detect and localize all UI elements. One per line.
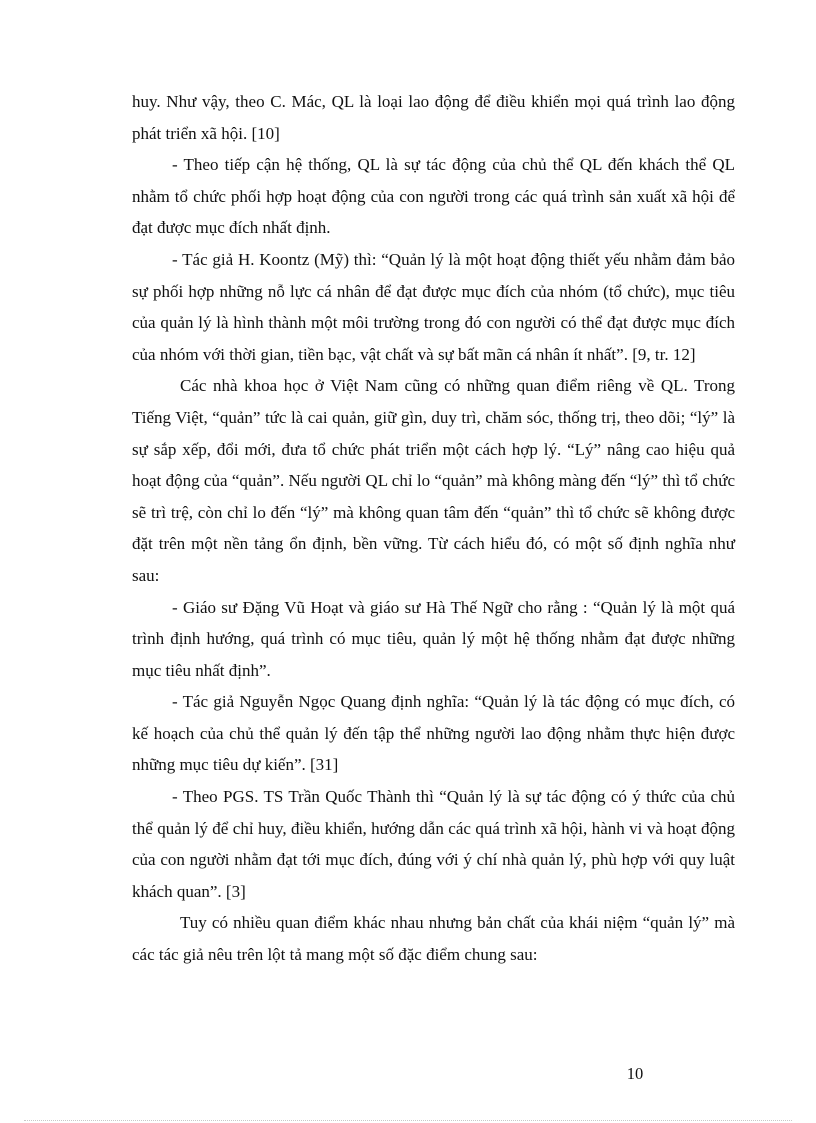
document-page (132, 86, 735, 971)
page-bottom-divider (24, 1120, 792, 1121)
paragraph-7: - Theo PGS. TS Trần Quốc Thành thì “Quản lý là sự tác động có ý thức của chủ thể quản lý để chỉ huy, điều khiển, hướng dẫn các quá trình xã hội, hành vi và hoạt động của con người nhằm đạt tới mục đích, đúng với ý chí nhà quản lý, phù hợp với quy luật khách quan”. [3] (132, 787, 735, 901)
paragraph-6: - Tác giả Nguyễn Ngọc Quang định nghĩa: “Quản lý là tác động có mục đích, có kế hoạch của chủ thể quản lý đến tập thể những người lao động nhằm thực hiện được những mục tiêu dự kiến”. [31] (132, 692, 735, 775)
page-number: 10 (626, 1064, 644, 1083)
paragraph-3: - Tác giả H. Koontz (Mỹ) thì: “Quản lý là một hoạt động thiết yếu nhằm đảm bảo sự phối hợp những nỗ lực cá nhân để đạt được mục đích của nhóm (tổ chức), mục tiêu của quản lý là hình thành một môi trường trong đó con người có thể đạt được mục đích của nhóm với thời gian, tiền bạc, vật chất và sự bất mãn cá nhân ít nhất”. [9, tr. 12] (132, 249, 735, 364)
paragraph-2: - Theo tiếp cận hệ thống, QL là sự tác động của chủ thể QL đến khách thể QL nhằm tổ chức phối hợp hoạt động của con người trong các quá trình sản xuất xã hội để đạt được mục đích nhất định. (132, 155, 735, 238)
paragraph-5: - Giáo sư Đặng Vũ Hoạt và giáo sư Hà Thế Ngữ cho rằng : “Quản lý là một quá trình định hướng, quá trình có mục tiêu, quản lý một hệ thống nhằm đạt được những mục tiêu nhất định”. (132, 597, 735, 680)
paragraph-1: huy. Như vậy, theo C. Mác, QL là loại lao động để điều khiển mọi quá trình lao động phát triển xã hội. [10] (132, 92, 735, 143)
paragraph-4: Các nhà khoa học ở Việt Nam cũng có những quan điểm riêng về QL. Trong Tiếng Việt, “quản” tức là cai quản, giữ gìn, duy trì, chăm sóc, thống trị, theo dõi; “lý” là sự sắp xếp, đổi mới, đưa tổ chức phát triển một cách hợp lý. “Lý” nâng cao hiệu quả hoạt động của “quản”. Nếu người QL chỉ lo “quản” mà không màng đến “lý” thì tổ chức sẽ trì trệ, còn chỉ lo đến “lý” mà không quan tâm đến “quản” thì tổ chức sẽ không được đặt trên một nền tảng ổn định, bền vững. Từ cách hiểu đó, có một số định nghĩa như sau: (132, 376, 735, 585)
paragraph-8: Tuy có nhiều quan điểm khác nhau nhưng bản chất của khái niệm “quản lý” mà các tác giả nêu trên lột tả mang một số đặc điểm chung sau: (132, 913, 735, 965)
